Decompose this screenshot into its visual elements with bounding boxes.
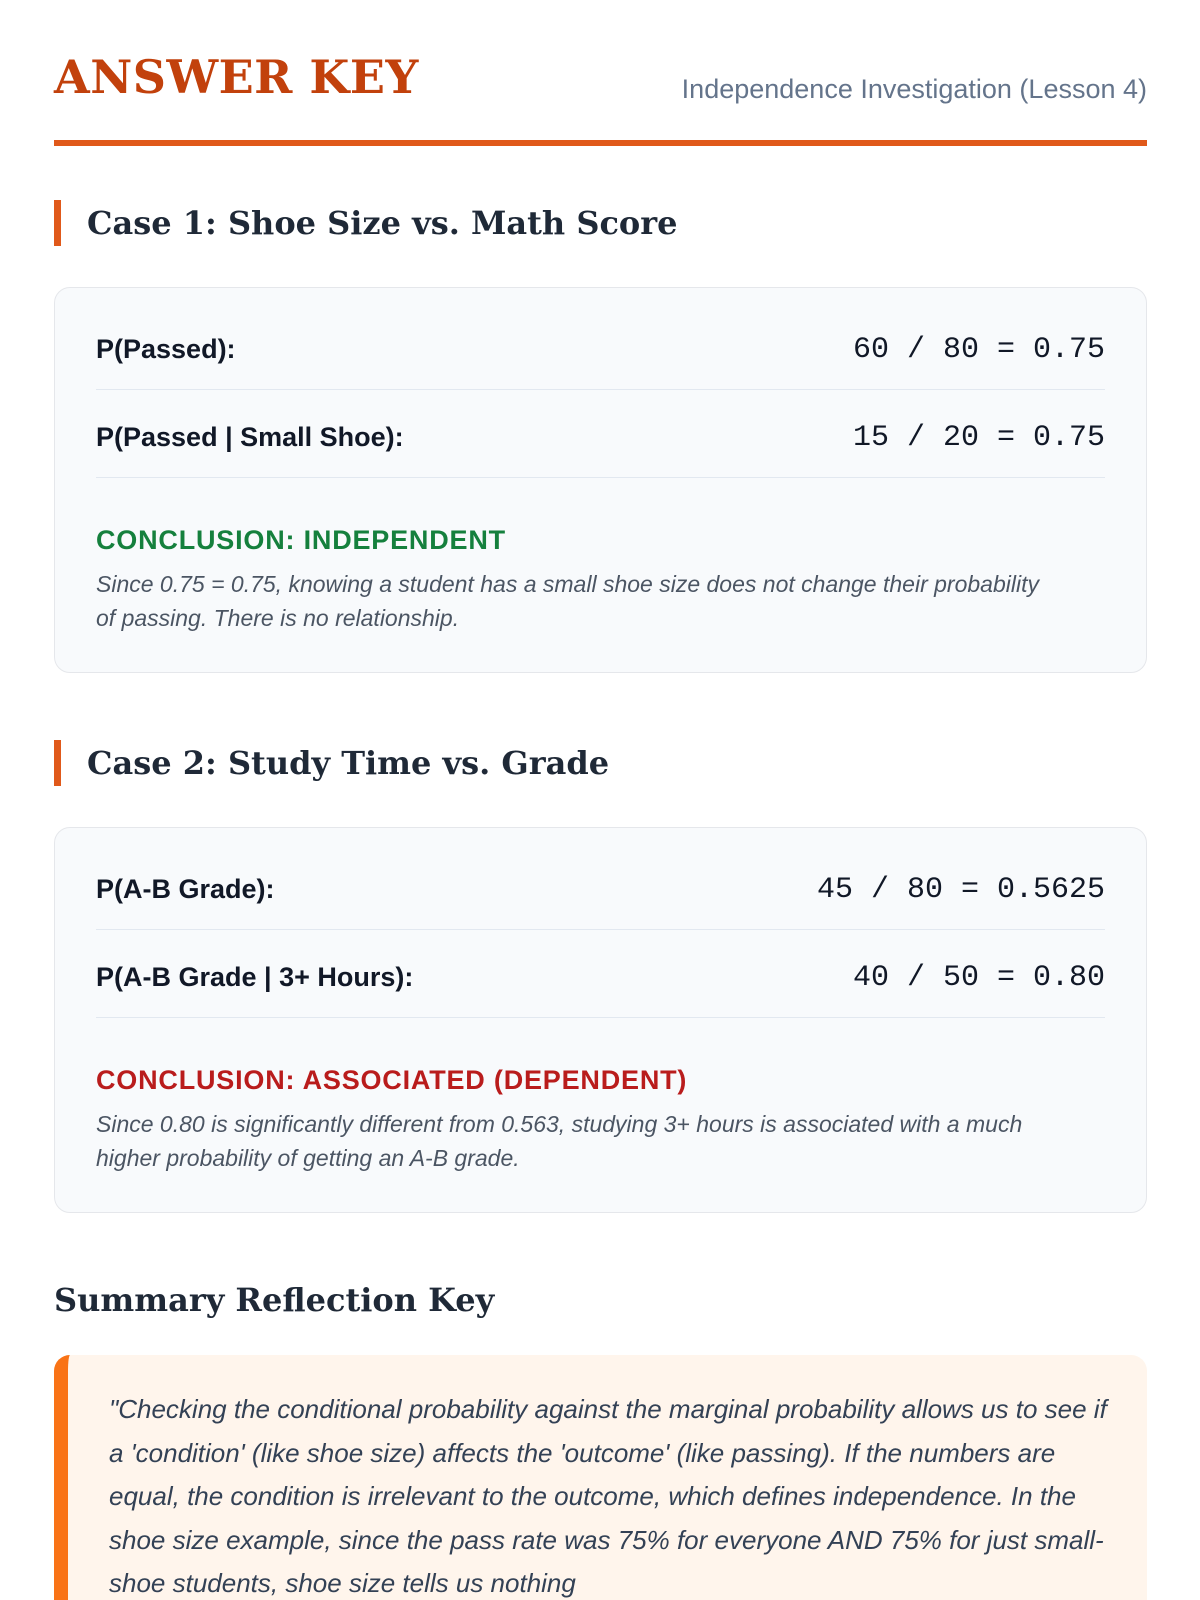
probability-value: 45 / 80 = 0.5625	[816, 873, 1105, 907]
probability-row	[96, 842, 1105, 930]
page-header	[54, 0, 1147, 146]
probability-row	[96, 302, 1105, 390]
answer-key-page	[54, 0, 1147, 1598]
probability-label: P(Passed):	[96, 334, 236, 364]
summary-reflection-box	[54, 1355, 1147, 1600]
conclusion-independent: CONCLUSION: INDEPENDENT	[96, 525, 506, 555]
conclusion-explanation: Since 0.80 is significantly different from 0.563, studying 3+ hours is associated with a much higher probability of getting an A-B grade.	[96, 1111, 1023, 1171]
probability-value: 15 / 20 = 0.75	[852, 421, 1105, 455]
conclusion-explanation: Since 0.75 = 0.75, knowing a student has a small shoe size does not change their probability of passing. There is no relationship.	[96, 571, 1039, 631]
summary-reflection-text: "Checking the conditional probability against the marginal probability allows us to see if a 'condition' (like shoe size) affects the 'outcome' (like passing). If the numbers are equal, the condition is irrelevant to the outcome, which defines independence. In the shoe size example, since the pass rate was 75% for everyone AND 75% for just small-shoe students, shoe size tells us nothing	[109, 1394, 1107, 1598]
page-title: ANSWER KEY	[54, 50, 419, 104]
probability-value: 60 / 80 = 0.75	[852, 333, 1105, 367]
conclusion-dependent: CONCLUSION: ASSOCIATED (DEPENDENT)	[96, 1065, 688, 1095]
probability-label: P(A-B Grade):	[96, 874, 275, 904]
probability-row	[96, 930, 1105, 1018]
probability-row	[96, 390, 1105, 478]
case-2-heading: Case 2: Study Time vs. Grade	[54, 740, 609, 786]
case-2-card	[54, 827, 1147, 1213]
case-1-card	[54, 287, 1147, 673]
probability-label: P(A-B Grade | 3+ Hours):	[96, 962, 414, 992]
probability-label: P(Passed | Small Shoe):	[96, 422, 404, 452]
lesson-subtitle: Independence Investigation (Lesson 4)	[681, 74, 1147, 104]
probability-value: 40 / 50 = 0.80	[852, 961, 1105, 995]
case-1-heading: Case 1: Shoe Size vs. Math Score	[54, 200, 677, 246]
summary-heading: Summary Reflection Key	[54, 1281, 495, 1319]
